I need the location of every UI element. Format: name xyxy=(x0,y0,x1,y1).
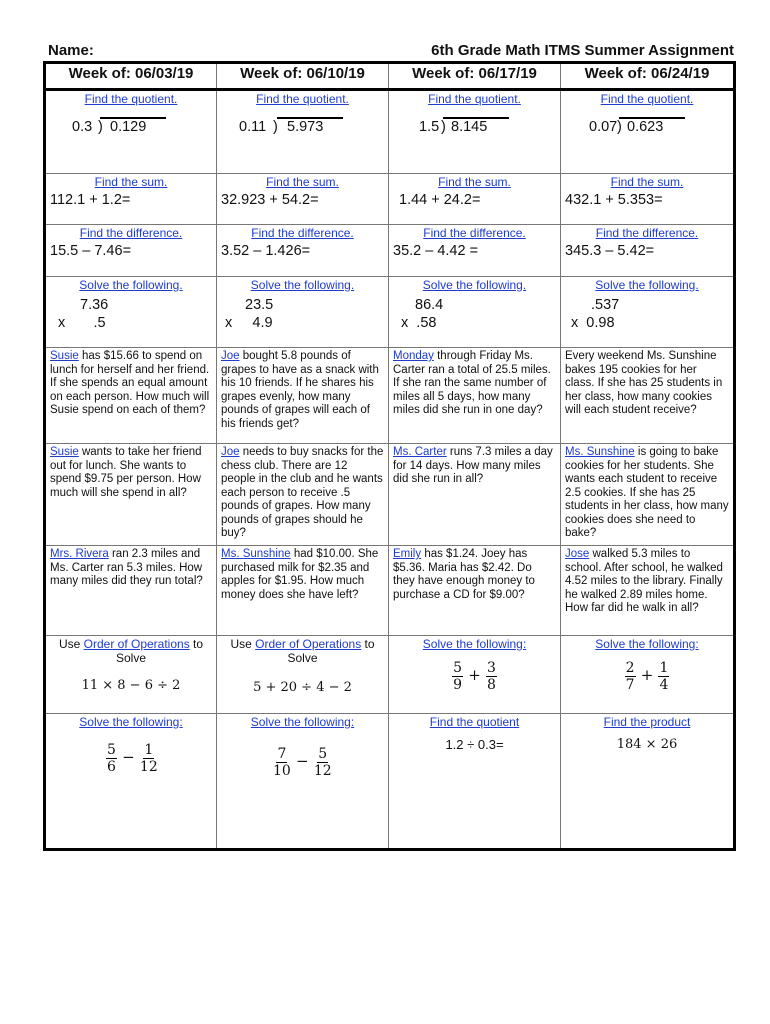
page-header xyxy=(48,42,736,62)
quotient-cell xyxy=(389,714,561,850)
word-problem-text: runs 7.3 miles a day for 14 days. How many miles did she run in all? xyxy=(393,446,553,485)
operator: − xyxy=(296,752,309,771)
assignment-title: 6th Grade Math ITMS Summer Assignment xyxy=(431,42,734,59)
word-problem-text: had $10.00. She purchased milk for $2.35 and apples for $1.95. How much money does she have left? xyxy=(221,548,379,601)
word-problem-text: has $15.66 to spend on lunch for herself and her friend. If she spends an equal amount on each person. How much will Susie spend on each of them? xyxy=(50,350,210,416)
divisor: 0.3 xyxy=(72,118,93,135)
word-problem xyxy=(389,444,561,546)
instruction-text: Use xyxy=(58,637,84,651)
dividend: 0.129 xyxy=(110,118,147,135)
multiplicand: 7.36 xyxy=(80,296,109,313)
fraction-expression xyxy=(50,742,212,775)
word-problem xyxy=(389,348,561,444)
word-problem xyxy=(217,546,389,636)
word-problem-text: wants to take her friend out for lunch. She wants to spend $9.75 per person. How much will she spend in all? xyxy=(50,446,202,499)
name-link[interactable]: Ms. Sunshine xyxy=(565,446,635,458)
multiplication xyxy=(393,293,556,337)
sum-problem: 112.1 + 1.2= xyxy=(50,191,131,208)
dividend: 5.973 xyxy=(287,118,324,135)
word-problem xyxy=(561,348,735,444)
numerator: 5 xyxy=(107,741,116,758)
name-link[interactable]: Emily xyxy=(393,548,422,560)
fraction-cell xyxy=(561,636,735,714)
word-problem-text: needs to buy snacks for the chess club. There are 12 people in the club and he wants each person to receive .5 pounds of grapes. How many pounds of grapes should he buy? xyxy=(221,446,384,539)
multiplicand: 86.4 xyxy=(415,296,444,313)
assignment-table xyxy=(43,61,736,851)
order-of-operations-cell xyxy=(217,636,389,714)
name-link[interactable]: Ms. Sunshine xyxy=(221,548,291,560)
multiply-cell xyxy=(217,277,389,348)
sum-cell xyxy=(217,174,389,225)
denominator: 6 xyxy=(107,758,116,775)
word-problem xyxy=(45,546,217,636)
name-link[interactable]: Monday xyxy=(393,350,434,362)
word-problem-row xyxy=(45,546,735,636)
long-division xyxy=(565,107,729,162)
difference-cell xyxy=(217,225,389,277)
numerator: 1 xyxy=(144,741,154,758)
word-problem-text: Every weekend Ms. Sunshine bakes 195 cookies for her class. If she has 25 students in her class, how many cookies will each student receive? xyxy=(565,350,723,416)
operator: − xyxy=(122,748,135,767)
multiply-cell xyxy=(389,277,561,348)
word-problem xyxy=(561,444,735,546)
instruction-link[interactable]: Find the sum. xyxy=(266,175,339,189)
name-link[interactable]: Joe xyxy=(221,446,240,458)
denominator: 12 xyxy=(139,758,158,775)
multiplicand: 23.5 xyxy=(245,296,274,313)
difference-problem: 35.2 – 4.42 = xyxy=(393,242,479,259)
order-of-operations-link[interactable]: Order of Operations xyxy=(83,637,190,651)
difference-cell xyxy=(389,225,561,277)
quotient-cell xyxy=(389,90,561,174)
final-row xyxy=(45,714,735,850)
division-bracket: ) xyxy=(98,118,103,135)
sum-problem: 432.1 + 5.353= xyxy=(565,191,663,208)
week-header: Week of: 06/24/19 xyxy=(561,63,735,90)
product-cell xyxy=(561,714,735,850)
numerator: 7 xyxy=(277,745,287,762)
order-of-operations-link[interactable]: Order of Operations xyxy=(255,637,362,651)
fraction xyxy=(106,742,117,775)
expression: 11 × 8 − 6 ÷ 2 xyxy=(81,678,181,693)
name-link[interactable]: Joe xyxy=(221,350,240,362)
denominator: 10 xyxy=(273,762,291,779)
multiplier: x 4.9 xyxy=(225,314,273,331)
instruction-link[interactable]: Find the sum. xyxy=(438,175,511,189)
week-header: Week of: 06/03/19 xyxy=(45,63,217,90)
operations-row xyxy=(45,636,735,714)
multiplicand: .537 xyxy=(591,296,620,313)
word-problem xyxy=(217,444,389,546)
numerator: 1 xyxy=(659,659,669,676)
instruction-link[interactable]: Find the quotient. xyxy=(428,92,521,106)
fraction-expression xyxy=(565,660,729,693)
word-problem xyxy=(45,348,217,444)
multiply-cell xyxy=(561,277,735,348)
word-problem-text: ran 2.3 miles and Ms. Carter ran 5.3 miles. How many miles did they run total? xyxy=(50,548,203,587)
instruction-link[interactable]: Solve the following. xyxy=(595,278,699,292)
multiplier: x .5 xyxy=(58,314,106,331)
dividend: 0.623 xyxy=(627,118,664,135)
instruction-link[interactable]: Find the difference. xyxy=(251,226,354,240)
instruction-link[interactable]: Solve the following: xyxy=(250,715,355,729)
instruction-link[interactable]: Solve the following. xyxy=(422,278,527,292)
instruction-link[interactable]: Find the difference. xyxy=(79,226,183,240)
multiplication xyxy=(565,293,729,337)
instruction-link[interactable]: Solve the following. xyxy=(79,278,183,292)
multiplier: x 0.98 xyxy=(571,314,615,331)
long-division xyxy=(393,107,556,162)
denominator: 8 xyxy=(486,676,496,693)
fraction-expression xyxy=(221,746,384,779)
fraction-expression xyxy=(393,660,556,693)
name-label: Name: xyxy=(48,42,94,59)
word-problem-text: has $1.24. Joey has $5.36. Maria has $2.42. Do they have enough money to purchase a CD for $9.00? xyxy=(393,548,535,601)
instruction-link[interactable]: Find the difference. xyxy=(423,226,526,240)
week-header-row xyxy=(45,63,735,90)
name-link[interactable]: Mrs. Rivera xyxy=(50,548,109,560)
word-problem-row xyxy=(45,348,735,444)
instruction-link[interactable]: Solve the following. xyxy=(250,278,355,292)
week-header: Week of: 06/17/19 xyxy=(389,63,561,90)
instruction-link[interactable]: Find the product xyxy=(603,715,691,729)
operator: + xyxy=(640,666,654,685)
instruction-link[interactable]: Find the quotient. xyxy=(256,92,349,106)
multiplier: x .58 xyxy=(401,314,437,331)
difference-problem: 15.5 – 7.46= xyxy=(50,242,132,259)
fraction xyxy=(658,660,669,693)
sum-row xyxy=(45,174,735,225)
instruction-text: to Solve xyxy=(287,637,375,665)
multiplication xyxy=(221,293,384,337)
fraction xyxy=(452,660,463,693)
denominator: 9 xyxy=(453,676,462,693)
division-bracket: ) xyxy=(273,118,278,135)
division-bracket: ) xyxy=(441,118,446,135)
order-of-operations-cell xyxy=(45,636,217,714)
difference-row xyxy=(45,225,735,277)
difference-cell xyxy=(561,225,735,277)
instruction-link[interactable]: Find the quotient xyxy=(429,715,520,729)
multiplication xyxy=(50,293,212,337)
long-division xyxy=(50,107,212,162)
fraction xyxy=(625,660,636,693)
quotient-cell xyxy=(561,90,735,174)
instruction-text: Use xyxy=(230,637,256,651)
numerator: 5 xyxy=(318,745,328,762)
fraction xyxy=(486,660,497,693)
difference-cell xyxy=(45,225,217,277)
division-bracket: ) xyxy=(617,118,622,135)
instruction-link[interactable]: Find the quotient. xyxy=(600,92,694,106)
word-problem-text: bought 5.8 pounds of grapes to have as a snack with his 10 friends. If he shares his grapes evenly, how many pounds of grapes will each of his friends get? xyxy=(221,350,379,430)
quotient-cell xyxy=(217,90,389,174)
sum-cell xyxy=(45,174,217,225)
instruction-link[interactable]: Find the quotient. xyxy=(84,92,178,106)
sum-cell xyxy=(389,174,561,225)
word-problem xyxy=(45,444,217,546)
denominator: 7 xyxy=(625,676,635,693)
difference-problem: 3.52 – 1.426= xyxy=(221,242,311,259)
fraction-cell xyxy=(45,714,217,850)
instruction-link[interactable]: Solve the following: xyxy=(79,715,183,729)
divisor: 1.5 xyxy=(419,118,440,135)
word-problem xyxy=(389,546,561,636)
name-link[interactable]: Susie xyxy=(50,350,79,362)
quotient-row xyxy=(45,90,735,174)
operator: + xyxy=(468,666,481,685)
expression: 184 × 26 xyxy=(616,736,678,752)
fraction xyxy=(140,742,158,775)
instruction-link[interactable]: Solve the following: xyxy=(595,637,699,651)
difference-problem: 345.3 – 5.42= xyxy=(565,242,655,259)
instruction-link[interactable]: Find the difference. xyxy=(595,226,699,240)
word-problem-text: walked 5.3 miles to school. After school, he walked 4.52 miles to the library. Finally he walked 2.89 miles home. How far did he walk in all? xyxy=(565,548,723,614)
instruction-link[interactable]: Find the sum. xyxy=(610,175,684,189)
name-link[interactable]: Susie xyxy=(50,446,79,458)
sum-problem: 32.923 + 54.2= xyxy=(221,191,319,208)
name-link[interactable]: Ms. Carter xyxy=(393,446,447,458)
numerator: 3 xyxy=(486,659,496,676)
instruction-link[interactable]: Find the sum. xyxy=(94,175,168,189)
divisor: 0.11 xyxy=(239,118,267,135)
word-problem xyxy=(217,348,389,444)
numerator: 2 xyxy=(625,659,635,676)
multiply-cell xyxy=(45,277,217,348)
long-division xyxy=(221,107,384,162)
denominator: 4 xyxy=(659,676,669,693)
name-link[interactable]: Jose xyxy=(565,548,590,560)
fraction xyxy=(314,746,332,779)
sum-problem: 1.44 + 24.2= xyxy=(399,191,481,208)
word-problem xyxy=(561,546,735,636)
instruction-link[interactable]: Solve the following: xyxy=(422,637,527,651)
denominator: 12 xyxy=(313,762,332,779)
word-problem-row xyxy=(45,444,735,546)
quotient-cell xyxy=(45,90,217,174)
expression: 5 + 20 ÷ 4 − 2 xyxy=(253,680,352,695)
numerator: 5 xyxy=(453,659,462,676)
sum-cell xyxy=(561,174,735,225)
word-problem-text: is going to bake cookies for her students. She wants each student to receive 2.5 cookies. If she has 25 students in her class, how many cookies does she need to bake? xyxy=(565,446,729,539)
word-problem-text: through Friday Ms. Carter ran a total of 25.5 miles. If she ran the same number of miles all 5 days, how many miles did she run in one day? xyxy=(393,350,551,416)
dividend: 8.145 xyxy=(451,118,488,135)
expression: 1.2 ÷ 0.3= xyxy=(445,736,504,752)
instruction-text: to Solve xyxy=(115,637,204,665)
fraction-cell xyxy=(389,636,561,714)
divisor: 0.07 xyxy=(589,118,618,135)
fraction-cell xyxy=(217,714,389,850)
multiply-row xyxy=(45,277,735,348)
week-header: Week of: 06/10/19 xyxy=(217,63,389,90)
fraction xyxy=(273,746,291,779)
